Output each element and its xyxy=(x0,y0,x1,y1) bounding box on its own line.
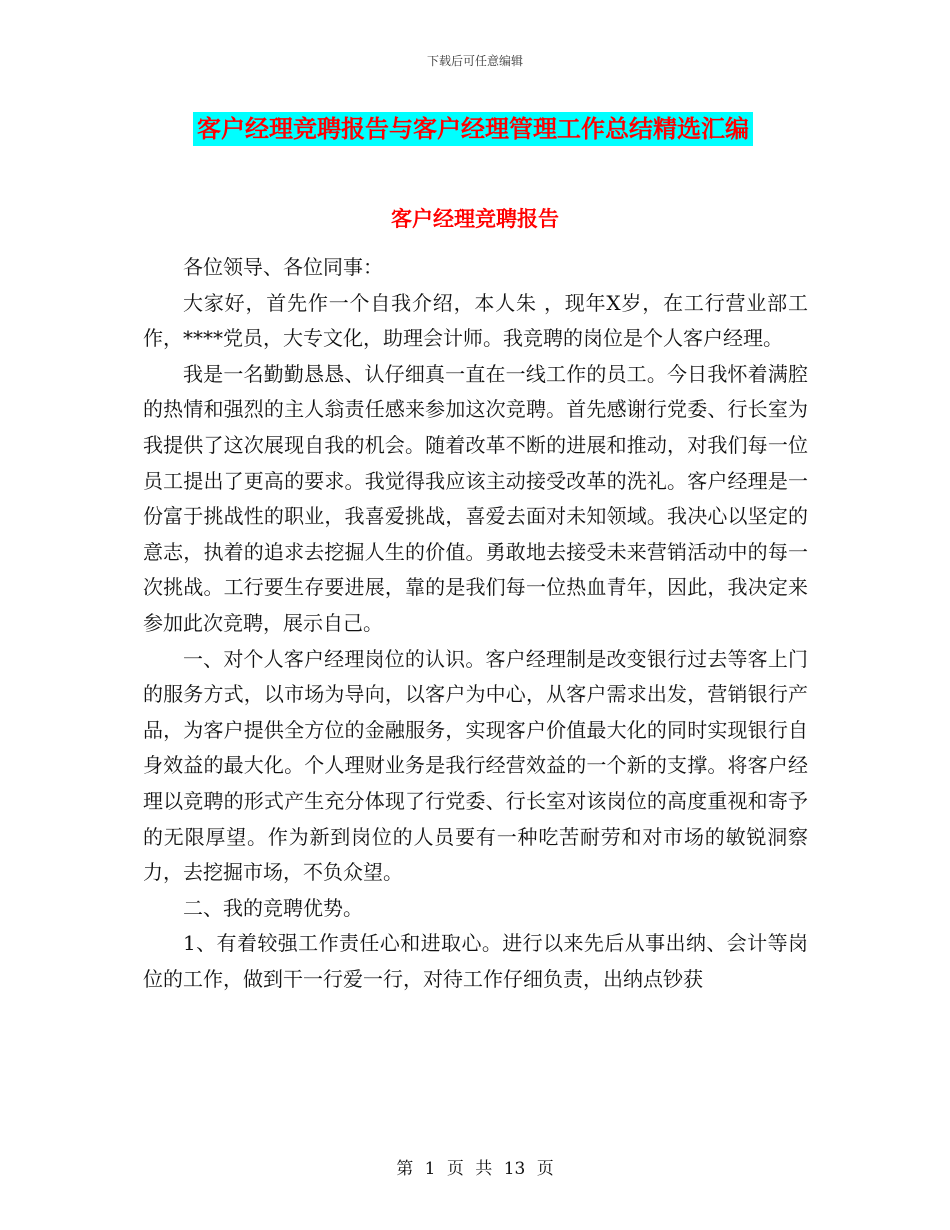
document-main-title: 客户经理竞聘报告与客户经理管理工作总结精选汇编 xyxy=(193,112,753,146)
document-body xyxy=(143,250,808,997)
advantages-heading: 二、我的竞聘优势。 xyxy=(183,895,363,920)
position-understanding-paragraph: 一、对个人客户经理岗位的认识。客户经理制是改变银行过去等客上门的服务方式，以市场为导向，以客户为中心，从客户需求出发，营销银行产品，为客户提供全方位的金融服务，实现客户价值最大化的同时实现银行自身效益的最大化。个人理财业务是我行经营效益的一个新的支撑。将客户经理以竞聘的形式产生充分体现了行党委、行长室对该岗位的高度重视和寄予的无限厚望。作为新到岗位的人员要有一种吃苦耐劳和对市场的敏锐洞察力，去挖掘市场，不负众望。 xyxy=(143,646,808,885)
intro-paragraph: 大家好，首先作一个自我介绍，本人朱 ，现年X岁，在工行营业部工作，****党员，大专文化，助理会计师。我竞聘的岗位是个人客户经理。 xyxy=(143,290,808,351)
section-title: 客户经理竞聘报告 xyxy=(391,207,559,231)
page-header-note: 下载后可任意编辑 xyxy=(426,54,523,68)
page-footer: 第 1 页 共 13 页 xyxy=(396,1159,554,1179)
advantage-1-paragraph: 1、有着较强工作责任心和进取心。进行以来先后从事出纳、会计等岗位的工作，做到干一行爱一行，对待工作仔细负责，出纳点钞获 xyxy=(143,931,808,991)
salutation-paragraph: 各位领导、各位同事： xyxy=(183,255,383,279)
motivation-paragraph: 我是一名勤勤恳恳、认仔细真一直在一线工作的员工。今日我怀着满腔的热情和强烈的主人翁责任感来参加这次竞聘。首先感谢行党委、行长室为我提供了这次展现自我的机会。随着改革不断的进展和推动，对我们每一位员工提出了更高的要求。我觉得我应该主动接受改革的洗礼。客户经理是一份富于挑战性的职业，我喜爱挑战，喜爱去面对未知领域。我决心以坚定的意志，执着的追求去挖掘人生的价值。勇敢地去接受未来营销活动中的每一次挑战。工行要生存要进展，靠的是我们每一位热血青年，因此，我决定来参加此次竞聘，展示自己。 xyxy=(143,361,808,635)
